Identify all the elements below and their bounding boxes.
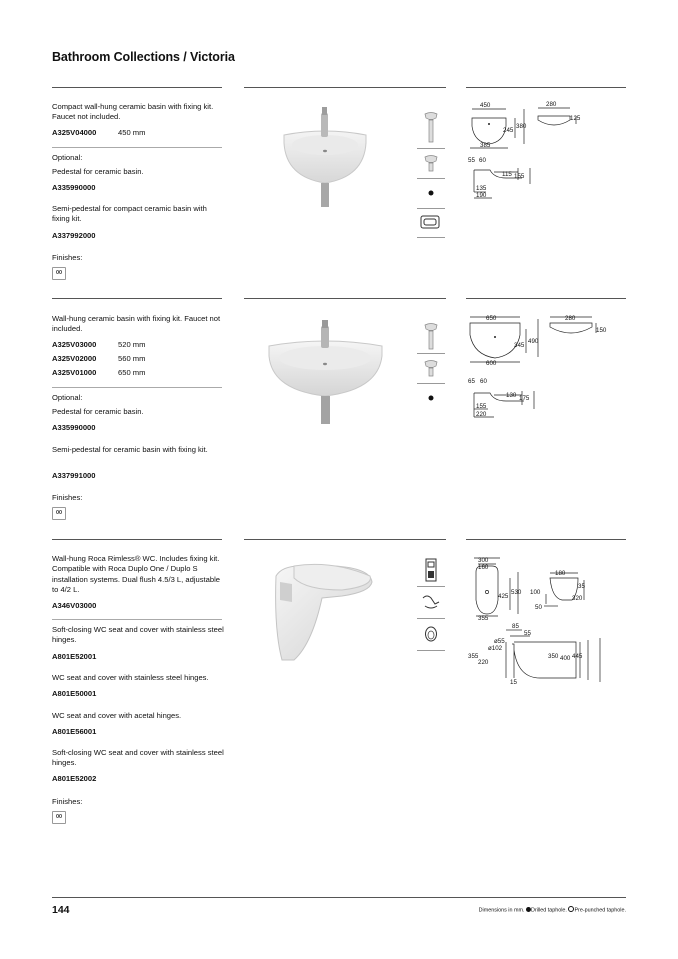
section-rule bbox=[244, 539, 446, 540]
dimension-label: 385 bbox=[480, 142, 491, 149]
easy-clean-icon bbox=[417, 586, 445, 619]
dimension-label: 280 bbox=[546, 101, 557, 108]
dimension-label: 280 bbox=[565, 315, 576, 322]
dimension-label: 125 bbox=[570, 115, 581, 122]
option-text: Semi-pedestal for ceramic basin with fixing kit. bbox=[52, 445, 208, 454]
rimless-icon bbox=[417, 618, 445, 651]
finish-swatch: 00 bbox=[52, 811, 66, 824]
optional-label: Optional: bbox=[52, 393, 83, 402]
dimension-label: 220 bbox=[478, 659, 489, 666]
option-code: A337992000 bbox=[52, 231, 96, 240]
option-text: Semi-pedestal for compact ceramic basin with fixing kit. bbox=[52, 204, 207, 224]
optional-label: Optional: bbox=[52, 153, 83, 162]
dimension-label: 190 bbox=[476, 192, 487, 199]
product-code-row bbox=[52, 368, 145, 378]
product-code: A325V04000 bbox=[52, 128, 97, 137]
option-text: WC seat and cover with acetal hinges. bbox=[52, 711, 182, 720]
dimension-label: 490 bbox=[528, 338, 539, 345]
basin-image bbox=[263, 318, 388, 428]
finishes-label: Finishes: bbox=[52, 797, 83, 806]
section-rule bbox=[466, 539, 626, 540]
dimension-label: ø102 bbox=[488, 645, 503, 652]
product-code: A325V01000 bbox=[52, 368, 97, 377]
dimension-label: 150 bbox=[596, 327, 607, 334]
finishes-label: Finishes: bbox=[52, 493, 83, 502]
dimension-label: 55 bbox=[524, 630, 531, 637]
dimension-label: 60 bbox=[479, 157, 486, 164]
dimension-label: 50 bbox=[535, 604, 542, 611]
technical-drawing bbox=[466, 313, 626, 425]
dimension-label: ø55 bbox=[494, 638, 505, 645]
dimension-label: 530 bbox=[511, 589, 522, 596]
product-code: A346V03000 bbox=[52, 601, 97, 610]
dimension-label: 115 bbox=[502, 171, 512, 178]
drilled-taphole-icon bbox=[417, 178, 445, 209]
dimension-label: 155 bbox=[476, 403, 487, 410]
dimension-label: 380 bbox=[516, 123, 527, 130]
product-size: 520 mm bbox=[118, 340, 146, 349]
product-size: 450 mm bbox=[118, 128, 146, 137]
section-rule bbox=[244, 298, 446, 299]
option-text: Pedestal for ceramic basin. bbox=[52, 167, 144, 176]
footer-rule bbox=[52, 897, 626, 898]
basin-top-view-icon bbox=[417, 208, 445, 238]
drilled-taphole-icon bbox=[417, 383, 445, 414]
dimension-label: 450 bbox=[480, 102, 491, 109]
section-rule bbox=[52, 298, 222, 299]
dimension-label: 55 bbox=[468, 157, 475, 164]
option-code: A335990000 bbox=[52, 183, 96, 192]
option-text: Pedestal for ceramic basin. bbox=[52, 407, 144, 416]
product-code-row bbox=[52, 354, 145, 364]
dimension-label: 650 bbox=[486, 315, 497, 322]
dimension-label: 155 bbox=[514, 173, 525, 180]
dimension-label: 245 bbox=[503, 127, 514, 134]
footer-note-prefix: Dimensions in mm. bbox=[478, 907, 525, 914]
product-code: A325V02000 bbox=[52, 354, 97, 363]
dimension-label: 60 bbox=[480, 378, 487, 385]
product-code-row bbox=[52, 340, 145, 350]
page-number: 144 bbox=[52, 904, 70, 916]
dimension-label: 445 bbox=[572, 653, 583, 660]
icon-column bbox=[417, 105, 445, 237]
dimension-label: 220 bbox=[476, 411, 487, 418]
option-text: Soft-closing WC seat and cover with stainless steel hinges. bbox=[52, 625, 224, 645]
option-code: A335990000 bbox=[52, 423, 96, 432]
product-size: 650 mm bbox=[118, 368, 146, 377]
option-code: A801E52002 bbox=[52, 774, 97, 783]
dimension-label: 400 bbox=[560, 655, 571, 662]
option-text: Soft-closing WC seat and cover with stainless steel hinges. bbox=[52, 748, 224, 768]
dimension-label: 425 bbox=[498, 593, 509, 600]
dimension-label: 350 bbox=[548, 653, 559, 660]
wc-image bbox=[272, 552, 382, 667]
dimension-label: 355 bbox=[478, 615, 489, 622]
icon-column bbox=[417, 554, 445, 650]
product-description: Wall-hung ceramic basin with fixing kit. Faucet not included. bbox=[52, 314, 221, 334]
dimension-label: 320 bbox=[572, 595, 583, 602]
finish-swatch: 00 bbox=[52, 507, 66, 520]
dimension-label: 35 bbox=[578, 583, 585, 590]
product-code: A325V03000 bbox=[52, 340, 97, 349]
dimension-label: 65 bbox=[468, 378, 475, 385]
icon-column bbox=[417, 318, 445, 414]
divider bbox=[52, 619, 222, 620]
footer-note-prepunched: Pre-punched taphole. bbox=[574, 907, 626, 914]
finishes-label: Finishes: bbox=[52, 253, 83, 262]
dimension-label: 355 bbox=[468, 653, 479, 660]
dimension-label: 600 bbox=[486, 360, 497, 367]
page-title: Bathroom Collections / Victoria bbox=[52, 50, 235, 64]
footer-note bbox=[479, 906, 626, 914]
installation-frame-icon bbox=[417, 554, 445, 587]
product-description: Compact wall-hung ceramic basin with fixing kit. Faucet not included. bbox=[52, 102, 214, 122]
dimension-label: 130 bbox=[506, 392, 517, 399]
product-code-row bbox=[52, 128, 145, 138]
section-rule bbox=[466, 298, 626, 299]
dimension-label: 175 bbox=[519, 395, 530, 402]
header-rule bbox=[466, 87, 626, 88]
finish-swatch: 00 bbox=[52, 267, 66, 280]
dimension-label: 15 bbox=[510, 679, 517, 686]
product-size: 560 mm bbox=[118, 354, 146, 363]
semi-pedestal-icon bbox=[417, 353, 445, 384]
section-rule bbox=[52, 539, 222, 540]
option-code: A337991000 bbox=[52, 471, 96, 480]
divider bbox=[52, 387, 222, 388]
dimension-label: 85 bbox=[512, 623, 519, 630]
dimension-label: 300 bbox=[478, 557, 489, 564]
header-rule bbox=[244, 87, 446, 88]
pedestal-icon bbox=[417, 318, 445, 354]
basin-image bbox=[270, 105, 380, 210]
divider bbox=[52, 147, 222, 148]
option-code: A801E56001 bbox=[52, 727, 97, 736]
option-text: WC seat and cover with stainless steel hinges. bbox=[52, 673, 209, 682]
product-description: Wall-hung Roca Rimless® WC. Includes fixing kit. Compatible with Roca Duplo One / Duplo S installation systems. Dual flush 4.5/3 L, adjustable to 4/2 L. bbox=[52, 554, 220, 595]
pedestal-icon bbox=[417, 105, 445, 149]
technical-drawing bbox=[466, 100, 626, 200]
technical-drawing bbox=[466, 554, 626, 684]
dimension-label: 135 bbox=[476, 185, 487, 192]
semi-pedestal-icon bbox=[417, 148, 445, 179]
dimension-label: 180 bbox=[555, 570, 566, 577]
option-code: A801E50001 bbox=[52, 689, 97, 698]
footer-note-drilled: Drilled taphole. bbox=[530, 907, 567, 914]
option-code: A801E52001 bbox=[52, 652, 97, 661]
dimension-label: 345 bbox=[514, 342, 525, 349]
dimension-label: 100 bbox=[530, 589, 541, 596]
header-rule bbox=[52, 87, 222, 88]
dimension-label: 160 bbox=[478, 564, 489, 571]
